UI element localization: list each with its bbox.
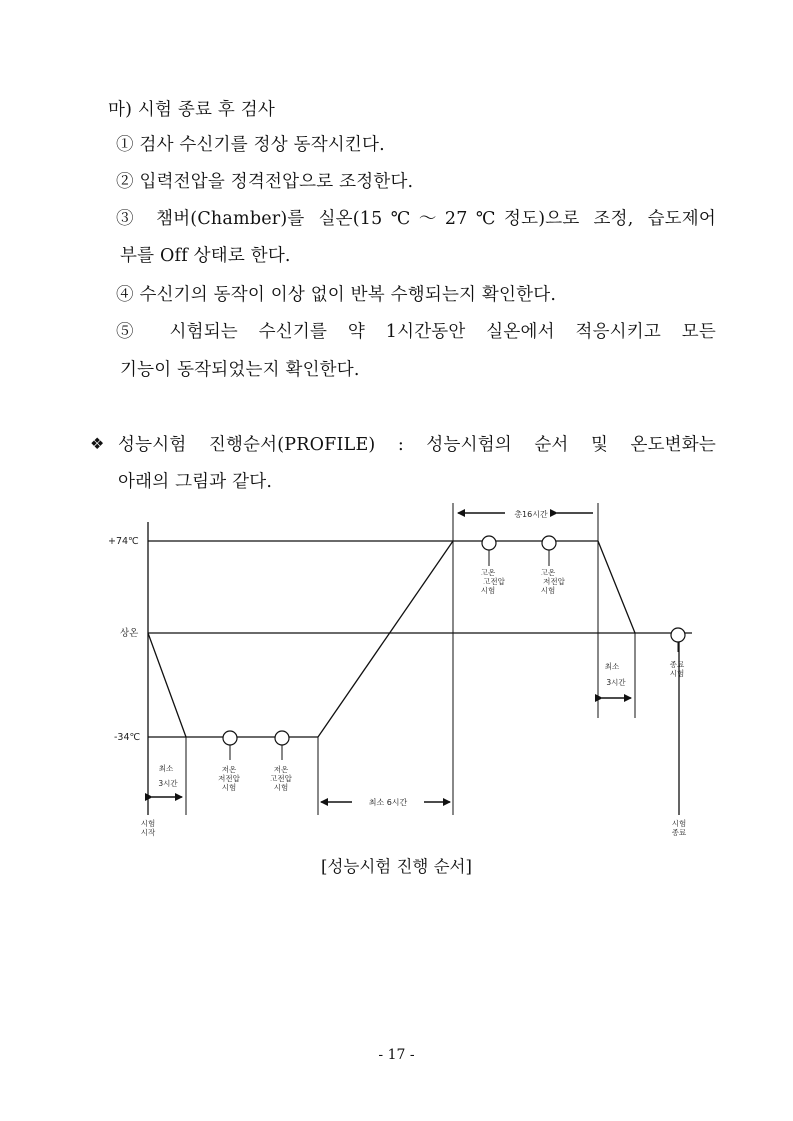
label-high: +74℃ <box>108 536 139 547</box>
profile-line-1: 성능시험 진행순서(PROFILE) : 성능시험의 순서 및 온도변화는 <box>118 435 716 455</box>
diagram-label: 저온 <box>221 765 237 774</box>
test-point-cold-high <box>275 731 289 745</box>
list-item-2: ② 입력전압을 정격전압으로 조정한다. <box>116 172 414 192</box>
profile-line-2: 아래의 그림과 같다. <box>118 472 273 492</box>
diagram-label: 고온 <box>480 568 496 577</box>
diagram-label: 3시간 <box>158 779 178 788</box>
diagram-label: 고온 <box>540 568 556 577</box>
test-point-cold-low <box>223 731 237 745</box>
diagram-label: 시험 <box>221 783 237 792</box>
ramp-down <box>148 633 186 737</box>
diagram-label: 시험 <box>540 586 556 595</box>
list-item-1: ① 검사 수신기를 정상 동작시킨다. <box>116 135 385 155</box>
diagram-label: 고전압 <box>270 774 292 783</box>
figure-caption: [성능시험 진행 순서] <box>321 857 472 876</box>
ramp-up <box>318 541 453 737</box>
ramp-back <box>598 541 635 633</box>
list-item-5: ⑤ 시험되는 수신기를 약 1시간동안 실온에서 적응시키고 모든 <box>116 322 716 342</box>
test-point-hot-low <box>542 536 556 550</box>
diagram-label: 저온 <box>273 765 289 774</box>
diagram-label: 시험 <box>140 819 156 828</box>
diagram-label: 시작 <box>140 828 156 837</box>
list-item-5-cont: 기능이 동작되었는지 확인한다. <box>120 360 360 380</box>
label-min-6h: 최소 6시간 <box>368 798 408 807</box>
section-heading: 마) 시험 종료 후 검사 <box>108 100 275 120</box>
label-total-16h: 총16시간 <box>514 510 548 519</box>
diagram-label: 저전압 <box>543 577 565 586</box>
page-number: - 17 - <box>378 1047 415 1063</box>
list-item-3-cont: 부를 Off 상태로 한다. <box>120 246 291 266</box>
diagram-label: 3시간 <box>606 678 626 687</box>
test-point-hot-high <box>482 536 496 550</box>
list-item-4: ④ 수신기의 동작이 이상 없이 반복 수행되는지 확인한다. <box>116 285 557 305</box>
test-point-end <box>671 628 685 642</box>
diagram-label: 최소 <box>604 662 620 671</box>
diagram-label: 저전압 <box>218 774 240 783</box>
diagram-label: 시험 <box>480 586 496 595</box>
diamond-bullet-icon: ❖ <box>90 434 105 453</box>
diagram-label: 시험 <box>273 783 289 792</box>
diagram-label: 시험 <box>671 819 687 828</box>
label-low: -34℃ <box>114 732 141 743</box>
diagram-label: 종료 <box>671 828 687 837</box>
label-room: 상온 <box>120 628 139 639</box>
list-item-3: ③ 챔버(Chamber)를 실온(15℃～27℃정도)으로 조정, 습도제어 <box>116 209 716 229</box>
diagram-label: 최소 <box>158 764 174 773</box>
diagram-label: 시험 <box>669 669 685 678</box>
diagram-label: 고전압 <box>483 577 505 586</box>
diagram-label: 종료 <box>669 660 685 669</box>
